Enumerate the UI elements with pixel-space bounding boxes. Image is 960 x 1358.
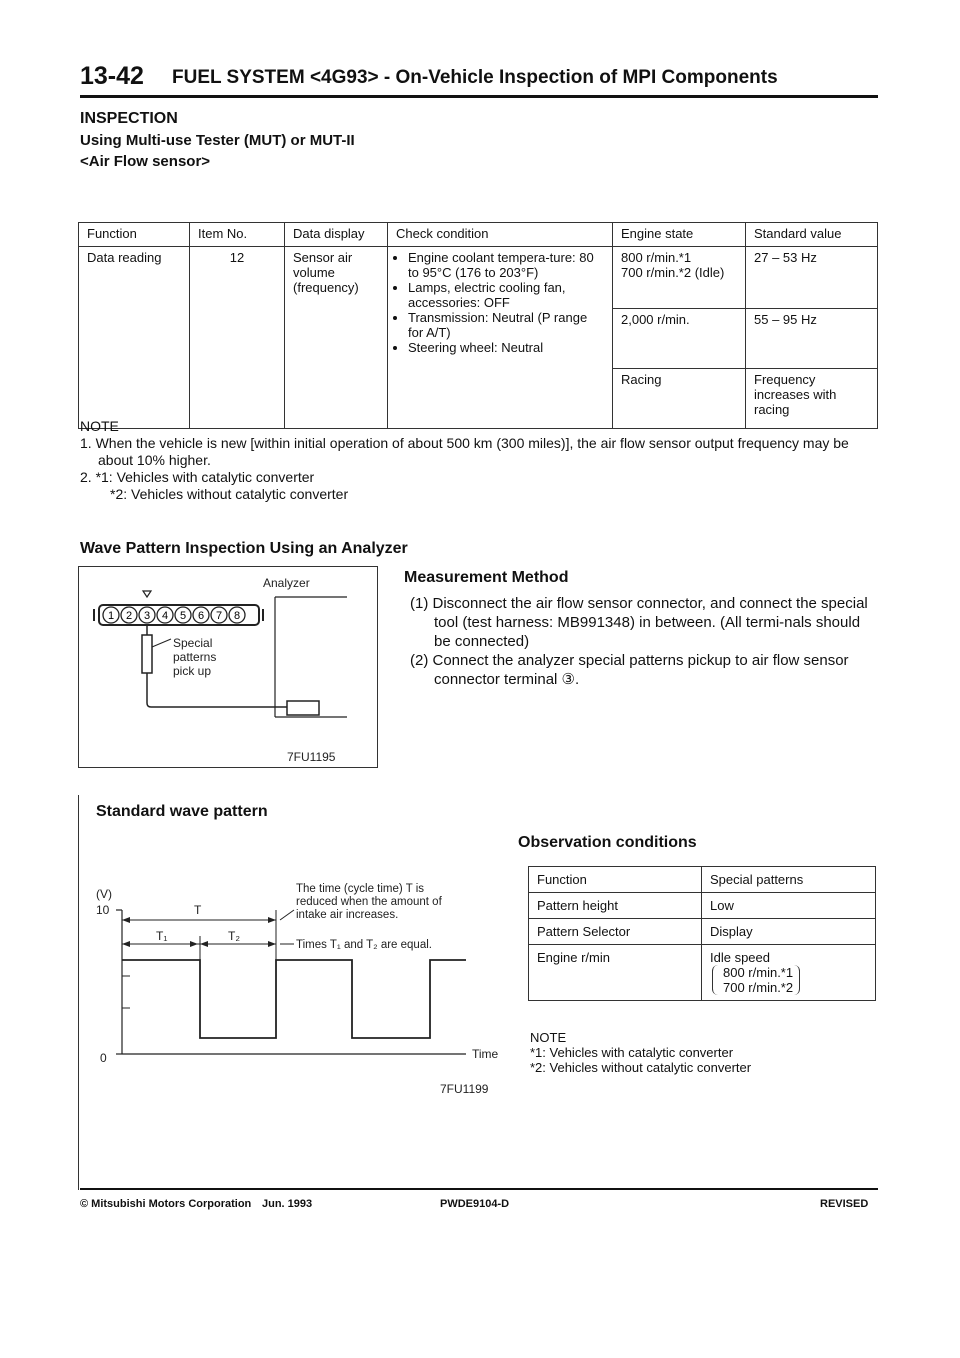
obs-label: Pattern height <box>529 893 702 919</box>
annotation-cycle: The time (cycle time) T is <box>296 883 425 895</box>
obs-value: Display <box>702 919 876 945</box>
footer-rule <box>80 1188 878 1190</box>
footer-code: PWDE9104-D <box>440 1198 510 1210</box>
obs-note-item: *1: Vehicles with catalytic converter <box>530 1045 734 1060</box>
figure-code: 7FU1199 <box>440 1082 489 1096</box>
cell-item-no: 12 <box>190 247 285 429</box>
footer-status: REVISED <box>820 1198 869 1210</box>
th-check-condition: Check condition <box>388 223 613 247</box>
method-step-2: (2) Connect the analyzer special patterns pickup to air flow sensor connector terminal ③. <box>410 652 849 688</box>
obs-note-title: NOTE <box>530 1030 567 1045</box>
waveform-line <box>122 960 466 1038</box>
y-unit-label: (V) <box>96 887 112 901</box>
pin-label: 5 <box>179 610 187 622</box>
condition-item: • Lamps, electric cooling fan, accessories: OFF <box>408 280 604 310</box>
obs-value <box>702 945 876 1001</box>
note-block <box>80 418 878 503</box>
annotation-cycle: intake air increases. <box>296 909 399 921</box>
state-line: 700 r/min.*2 (Idle) <box>621 265 725 280</box>
rpm-value: Idle speed <box>710 950 770 965</box>
cell-value-idle: 27 – 53 Hz <box>746 247 878 309</box>
pickup-label: patterns <box>173 650 217 664</box>
condition-item: • Steering wheel: Neutral <box>408 340 604 355</box>
section-divider <box>78 795 79 1190</box>
method-heading: Measurement Method <box>404 569 569 586</box>
method-step-1: (1) Disconnect the air flow sensor connector, and connect the special tool (test harness: MB991348) in between. (All termi-nals should be connected) <box>410 595 868 650</box>
y-min-label: 0 <box>100 1051 107 1065</box>
inspection-subheading: Using Multi-use Tester (MUT) or MUT-II <box>80 132 355 149</box>
cell-state-racing: Racing <box>613 369 746 429</box>
t1-label: T₁ <box>156 929 168 943</box>
rpm-sub: 700 r/min.*2 <box>723 980 794 995</box>
cell-function: Data reading <box>79 247 190 429</box>
note-item-2: 2. *1: Vehicles with catalytic converter <box>80 469 315 485</box>
header-rule <box>80 95 878 98</box>
pin-label: 7 <box>215 610 223 622</box>
standard-wave-heading: Standard wave pattern <box>96 803 268 820</box>
note-item-2b: *2: Vehicles without catalytic converter <box>110 486 349 502</box>
standard-wave-figure <box>90 880 510 1105</box>
pin-label: 8 <box>233 610 241 622</box>
connection-figure <box>78 566 378 768</box>
annotation-equal: Times T₁ and T₂ are equal. <box>296 939 432 951</box>
annotation-cycle: reduced when the amount of <box>296 896 442 908</box>
obs-value: Special patterns <box>702 867 876 893</box>
th-engine-state: Engine state <box>613 223 746 247</box>
footer-date: Jun. 1993 <box>262 1198 313 1210</box>
state-line: 800 r/min.*1 <box>621 250 692 265</box>
t2-label: T₂ <box>228 929 240 943</box>
spec-table <box>78 222 878 429</box>
cell-state-2000: 2,000 r/min. <box>613 309 746 369</box>
obs-label: Engine r/min <box>529 945 702 1001</box>
footer-company: © Mitsubishi Motors Corporation <box>80 1198 252 1210</box>
th-standard-value: Standard value <box>746 223 878 247</box>
inspection-heading: INSPECTION <box>80 110 178 127</box>
rpm-sub: 800 r/min.*1 <box>723 965 794 980</box>
cell-value-racing: Frequency increases with racing <box>746 369 878 429</box>
condition-item: • Engine coolant tempera-ture: 80 to 95°C (176 to 203°F) <box>408 250 604 280</box>
th-item-no: Item No. <box>190 223 285 247</box>
section-label: <Air Flow sensor> <box>80 153 211 170</box>
note-title: NOTE <box>80 418 119 434</box>
page-number: 13-42 <box>80 62 144 90</box>
connector-pins <box>103 607 245 623</box>
figure-code: 7FU1195 <box>287 750 336 764</box>
cell-data-display: Sensor air volume (frequency) <box>285 247 388 429</box>
page-title: FUEL SYSTEM <4G93> - On-Vehicle Inspection of MPI Components <box>172 67 778 88</box>
observation-table <box>528 866 876 1001</box>
y-max-label: 10 <box>96 903 110 917</box>
pin-label: 2 <box>125 610 133 622</box>
wave-inspection-heading: Wave Pattern Inspection Using an Analyzer <box>80 540 408 557</box>
pin-label: 1 <box>107 610 115 622</box>
obs-note-item: *2: Vehicles without catalytic converter <box>530 1060 752 1075</box>
th-data-display: Data display <box>285 223 388 247</box>
observation-heading: Observation conditions <box>518 834 697 851</box>
note-item-1: 1. When the vehicle is new [within initial operation of about 500 km (300 miles)], the air flow sensor output frequency may be about 10% higher. <box>80 435 849 468</box>
pin-label: 4 <box>161 610 169 622</box>
x-axis-label: Time <box>472 1047 499 1061</box>
obs-label: Pattern Selector <box>529 919 702 945</box>
obs-label: Function <box>529 867 702 893</box>
analyzer-label: Analyzer <box>263 576 310 590</box>
th-function: Function <box>79 223 190 247</box>
observation-note <box>530 1030 751 1075</box>
pin-label: 6 <box>197 610 205 622</box>
pickup-label: Special <box>173 636 213 650</box>
obs-value: Low <box>702 893 876 919</box>
connection-diagram <box>79 567 377 767</box>
pin-label: 3 <box>143 610 151 622</box>
cell-check-condition <box>388 247 613 429</box>
pickup-label: pick up <box>173 664 212 678</box>
condition-item: • Transmission: Neutral (P range for A/T) <box>408 310 604 340</box>
t-label: T <box>194 903 202 917</box>
cell-value-2000: 55 – 95 Hz <box>746 309 878 369</box>
cell-state-idle <box>613 247 746 309</box>
